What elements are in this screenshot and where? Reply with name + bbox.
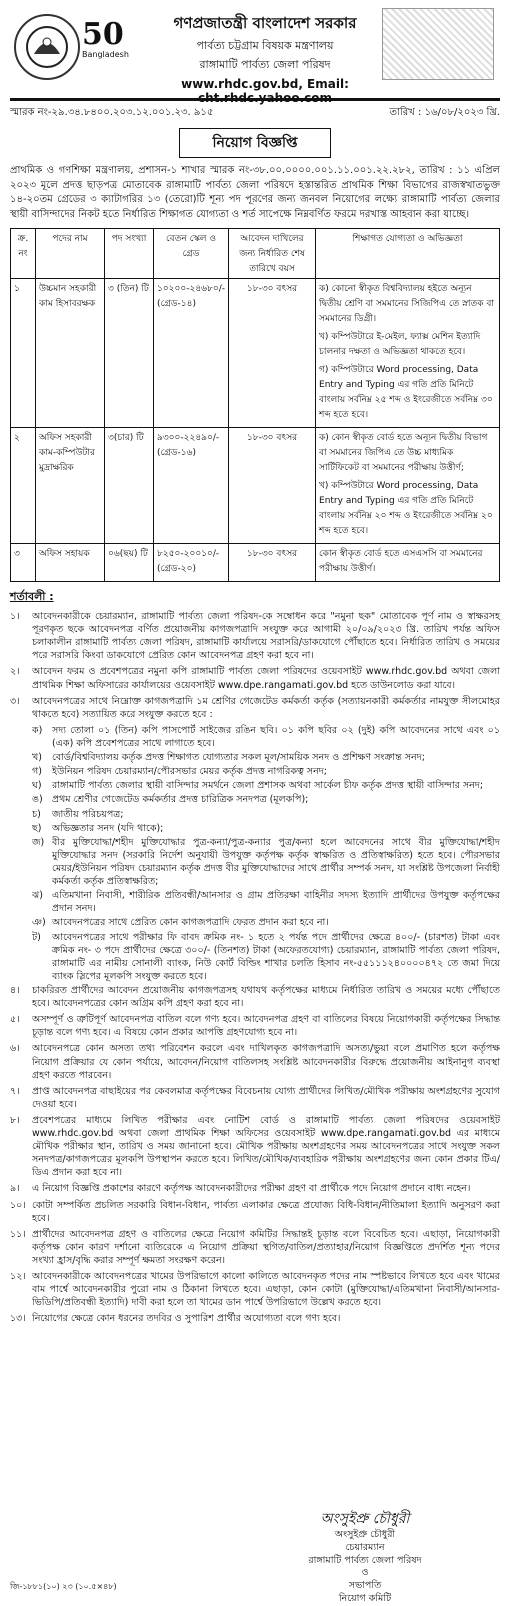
col-qualification: শিক্ষাগত যোগ্যতা ও অভিজ্ঞতা [316,229,500,279]
signer-and: ও [361,1567,369,1579]
cell-sl: ১ [11,279,36,428]
condition-text: এ নিয়োগ বিজ্ঞপ্তি প্রকাশের কারণে কর্তৃপক্ষ আবেদনকারীদের পরীক্ষা গ্রহণ বা প্রার্থীকে পদে নিয়োগ প্রদানে বাধ্য নহেন। [32,1183,471,1195]
condition-number: ১। [10,611,20,622]
cell-count: ৩(চার) টি [105,428,154,544]
col-scale: বেতন স্কেল ও গ্রেড [154,229,229,279]
condition-item [10,1182,500,1195]
cell-qualification [316,544,500,582]
subcondition-text: ইউনিয়ন পরিষদ চেয়ারম্যান/পৌরসভার মেয়র কর্তৃক প্রদত্ত নাগরিকত্ব সনদ; [52,766,327,778]
conditions-title: শর্তাবলী : [10,590,54,603]
condition-text: প্রার্থীদের আবেদনপত্র গ্রহণ ও বাতিলের ক্ষেত্রে নিয়োগ কমিটির সিদ্ধান্তই চূড়ান্ত বলে বিবেচিত হবে। এছাড়া, নিয়োগকারী কর্তৃপক্ষ কোন কারণ দর্শানো ব্যতিরেকে এ নিয়োগ প্রক্রিয়া স্থগিত/বাতিল/প্রত্যাহার/নিয়োগ বিজ্ঞপ্তিতে প্রদর্শিত শূন্য পদের সংখ্যা হ্রাস/বৃদ্ধি করার সম্পূর্ণ ক্ষমতা সংরক্ষণ করেন। [32,1228,500,1267]
condition-number: ৬। [10,1043,20,1055]
fifty-text: Bangladesh [82,50,129,59]
ministry-name: পার্বত্য চট্টগ্রাম বিষয়ক মন্ত্রণালয় [196,39,334,52]
condition-number: ১১। [10,1228,26,1240]
condition-text: আবেদনপত্রে কোন অসত্য তথ্য পরিবেশন করলে এবং দাখিলকৃত কাগজপত্রাদি অসত্য/ভুয়া বলে প্রমাণিত হলে কর্তৃপক্ষ নিয়োগ প্রক্রিয়ার যে কোন পর্যায়ে, আবেদন/নিয়োগ বাতিলসহ সংশ্লিষ্ট আবেদনকারীর বিরুদ্ধে প্রয়োজনীয় আইনানুগ ব্যবস্থা গ্রহণ করতে পারবেন। [32,1043,500,1081]
posts-table [10,228,500,582]
subcondition-item [32,793,500,806]
condition-number: ৪। [10,984,20,996]
qual-item: খ) কম্পিউটারে Word processing, Data Entry and Typing এর গতি প্রতি মিনিটে বাংলায় সর্বনিম্ন ২০ শব্দ ও ইংরেজীতে সর্বনিম্ন ২০ শব্দ হতে হবে। [319,481,493,536]
signer-role: চেয়ারম্যান [345,1541,385,1553]
condition-item [10,1114,500,1180]
subcondition-item [32,724,500,750]
col-post: পদের নাম [36,229,105,279]
notice-title: নিয়োগ বিজ্ঞপ্তি [179,128,331,158]
condition-text: চাকরিরত প্রার্থীদের আবেদন প্রয়োজনীয় কাগজপত্রসহ যথাযথ কর্তৃপক্ষের মাধ্যমে নির্ধারিত তারিখ ও সময়ের মধ্যে পৌঁছাতে হবে। আবেদনপত্রের কোন অগ্রিম কপি গ্রহণ করা হবে না। [32,984,500,1010]
qual-item: খ) কম্পিউটারে ই-মেইল, ফ্যাক্স মেশিন ইত্যাদি চালনার দক্ষতা ও অভিজ্ঞতা থাকতে হবে। [319,332,481,357]
subcondition-item [32,765,500,778]
condition-item [10,984,500,1010]
condition-item [10,665,500,691]
intro-paragraph: প্রাথমিক ও গণশিক্ষা মন্ত্রণালয়, প্রশাসন-১ শাখার স্মারক নং-৩৮.০০.০০০০.০০১.১১.০০১.২২.২৮২, তারিখ : ১১ এপ্রিল ২০২৩ মূলে প্রদত্ত ছাড়পত্র মোতাবেক রাঙ্গামাটি পার্বত্য জেলা পরিষদে হস্তান্তরিত প্রাথমিক শিক্ষা বিভাগের রাজস্বখাতভুক্ত ১৪-২০তম গ্রেডের ৩ ক্যাটাগরির ১৩ (তেরো)টি শূন্য পদ পূরণের জন্য জনবল নিয়োগের লক্ষ্যে রাঙ্গামাটি পার্বত্য জেলার স্থায়ী বাসিন্দাদের নিকট হতে নির্ধারিত শিক্ষাগত যোগ্যতা ও শর্ত সাপেক্ষে নিম্নবর্ণিত ফরমে দরখাস্ত আহবান করা যাচ্ছে। [10,165,500,220]
council-logo [14,14,80,80]
subcondition-text: রাঙ্গামাটি পার্বত্য জেলার স্থায়ী বাসিন্দার সমর্থনে জেলা প্রশাসক অথবা সার্কেল চীফ কর্তৃক প্রদত্ত স্থায়ী বাসিন্দার সনদ; [52,780,484,792]
condition-item [10,1312,500,1325]
condition-text: প্রবেশপত্রের মাধ্যমে লিখিত পরীক্ষার এবং নোটিশ বোর্ড ও রাঙ্গামাটি পার্বত্য জেলা পরিষদের ওয়েবসাইট www.rhdc.gov.bd অথবা জেলা প্রাথমিক শিক্ষা অফিসের ওয়েবসাইট www.dpe.rangamati.gov.bd এর মাধ্যমে মৌখিক পরীক্ষার স্থান, তারিখ ও সময় জানানো হবে। মৌখিক পরীক্ষায় অংশগ্রহণের সময় আবেদনপত্রের সাথে সংযুক্ত সকল সনদপত্র/কাগজপত্রের মূলকপি উপস্থাপন করতে হবে। লিখিত/মৌখিক/ব্যবহারিক পরীক্ষায় অংশগ্রহণের জন্য কোন প্রকার টিএ/ডিএ প্রদান করা হবে না। [32,1114,500,1179]
condition-item [10,1228,500,1267]
signer-role2: সভাপতি [348,1580,382,1592]
subcondition-key: খ) [32,752,42,764]
cell-post: অফিস সহকারী কাম-কম্পিউটার মুদ্রাক্ষরিক [36,428,105,544]
col-count: পদ সংখ্যা [105,229,154,279]
subcondition-text: এতিমখানা নিবাসী, শারীরিক প্রতিবন্ধী/আনসার ও গ্রাম প্রতিরক্ষা বাহিনীর সদস্য ইত্যাদি প্রার্থীদের উপযুক্ত কর্তৃপক্ষের প্রদান সনদ। [52,890,500,915]
condition-text: অসম্পূর্ণ ও ত্রুটিপূর্ণ আবেদনপত্র বাতিল বলে গণ্য হবে। আবেদনপত্র গ্রহণ বা বাতিলের বিষয়ে নিয়োগকারী কর্তৃপক্ষের সিদ্ধান্ত চূড়ান্ত বলে গণ্য হবে। এ বিষয়ে কোন প্রকার আপত্তি গ্রহণযোগ্য হবে না। [32,1014,500,1039]
signer-office: রাঙ্গামাটি পার্বত্য জেলা পরিষদ [308,1554,422,1566]
qual-item: ক) কোনো স্বীকৃত বিশ্ববিদ্যালয় হইতে অন্যূন দ্বিতীয় শ্রেণি বা সমমানের সিজিপিএ তে স্নাতক বা সমমানের ডিগ্রী। [319,284,494,324]
condition-text: প্রাপ্ত আবেদনপত্র বাছাইয়ের পর কেবলমাত্র কর্তৃপক্ষের বিবেচনায় যোগ্য প্রার্থীদের লিখিত/মৌখিক পরীক্ষায় অংশগ্রহণের সুযোগ দেওয়া হবে। [32,1085,500,1110]
condition-text: আবেদনকারীকে চেয়ারম্যান, রাঙ্গামাটি পার্বত্য জেলা পরিষদ-কে সম্বোধন করে "নমুনা ছক" মোতাবেক পূর্ণ নাম ও স্বাক্ষরসহ পূরণকৃত ছকে আবেদনপত্র বর্ণিত প্রয়োজনীয় কাগজপত্রাদি সংযুক্ত করে আগামী ২০/০৯/২০২৩ খ্রি. তারিখ পর্যন্ত অফিস চলাকালীন রাঙ্গামাটি পার্বত্য জেলা পরিষদ, রাঙ্গামাটি কার্যালয়ে সরাসরি/ডাকযোগে পৌঁছাতে হবে। নির্ধারিত তারিখ ও সময়ের পরে সরাসরি কিংবা ডাকযোগে প্রেরিত কোন আবেদনপত্র গ্রহণ করা হবে না। [32,611,500,662]
qual-item: ক) কোন স্বীকৃত বোর্ড হতে অন্যূন দ্বিতীয় বিভাগ বা সমমানের জিপিএ তে উচ্চ মাধ্যমিক সার্টিফিকেট বা সমমানের পরীক্ষায় উত্তীর্ণ; [319,433,488,473]
conditions-list [10,610,500,1326]
cell-sl: ৩ [11,544,36,582]
condition-number: ১৩। [10,1313,26,1325]
cell-scale: ৯৩০০-২২৪৯০/- (গ্রেড-১৬) [154,428,229,544]
subcondition-item [32,836,500,888]
subcondition-key: গ) [32,766,42,778]
condition-number: ৮। [10,1114,20,1126]
subcondition-item [32,779,500,792]
qual-item: গ) কম্পিউটারে Word processing, Data Entry and Typing এর গতি প্রতি মিনিটে বাংলায় সর্বনিম্ন ২৫ শব্দ ও ইংরেজীতে সর্বনিম্ন ৩০ শব্দ হতে হবে। [319,365,493,420]
subcondition-text: সদ্য তোলা ০১ (তিন) কপি পাসপোর্ট সাইজের রঙিন ছবি। ০১ কপি ছবির ০২ (দুই) কপি আবেদনের সাথে এবং ০১ (এক) কপি প্রবেশপত্রের সাথে লাগাতে হবে। [52,724,500,749]
condition-text: কোটা সম্পর্কিত প্রচলিত সরকারি বিধান-বিধান, পার্বত্য এলাকার ক্ষেত্রে প্রযোজ্য বিধি-বিধান/নীতিমালা ইত্যাদি অনুসরণ করা হবে। [32,1199,500,1224]
footer-code: জি-১৮৮১(১০) ২৩ (১০.৫×৪৮) [10,1582,117,1591]
condition-item [10,1085,500,1111]
subcondition-text: বীর মুক্তিযোদ্ধা/শহীদ মুক্তিযোদ্ধার পুত্র-কন্যা/পুত্র-কন্যার পুত্র/কন্যা হলে আবেদনের সাথে বীর মুক্তিযোদ্ধা/শহীদ মুক্তিযোদ্ধার সনদ (সরকারি নির্দেশ অনুযায়ী উপযুক্ত কর্তৃপক্ষ কর্তৃক স্বাক্ষরিত ও প্রতিস্বাক্ষরিত) হতে হবে। পৌরসভার মেয়র/ইউনিয়ন পরিষদ চেয়ারম্যান কর্তৃক প্রদত্ত বীর মুক্তিযোদ্ধাদের সাথে প্রার্থীর সম্পর্ক সনদ, যা সংশ্লিষ্ট উপজেলা নির্বাহী কর্মকর্তা কর্তৃক প্রতিস্বাক্ষরিত; [52,836,500,888]
condition-item [10,1013,500,1039]
subcondition-item [32,889,500,915]
condition-text: আবেদন ফরম ও প্রবেশপত্রের নমুনা কপি রাঙ্গামাটি পার্বত্য জেলা পরিষদের ওয়েবসাইট www.rhdc.gov.bd অথবা জেলা প্রাথমিক শিক্ষা অফিসারের কার্যালয়ের ওয়েবসাইট www.dpe.rangamati.gov.bd হতে ডাউনলোড করা যাবে। [32,666,500,691]
subcondition-item [32,751,500,764]
bangladesh-50-logo [82,18,140,70]
cell-qualification [316,279,500,428]
memo-ref: স্মারক নং-২৯.৩৪.৮৪০০.২০৩.১২.০০১.২৩. ৯১৫ [10,107,214,118]
subcondition-item [32,808,500,821]
cell-post: অফিস সহায়ক [36,544,105,582]
condition-item [10,1270,500,1309]
table-row [11,428,500,544]
subcondition-text: জাতীয় পরিচয়পত্র; [52,808,124,820]
memo-line [10,105,500,122]
table-row [11,544,500,582]
subcondition-item [32,916,500,929]
qual-item: কোন স্বীকৃত বোর্ড হতে এসএসসি বা সমমানের পরীক্ষায় উত্তীর্ণ। [319,549,483,574]
govt-name: গণপ্রজাতন্ত্রী বাংলাদেশ সরকার [173,14,357,32]
col-sl: ক্র. নং [11,229,36,279]
col-age: আবেদন দাখিলের জন্য নির্ধারিত শেষ তারিখে বয়স [229,229,316,279]
condition-number: ৭। [10,1085,20,1097]
cell-scale: ১০২০০-২৪৬৮০/- (গ্রেড-১৪) [154,279,229,428]
portrait-image [382,8,494,80]
signer-committee: নিয়োগ কমিটি [338,1592,392,1604]
subcondition-key: ছ) [32,822,42,834]
cell-qualification [316,428,500,544]
condition-number: ৩। [10,695,20,707]
fifty-number: 50 [82,17,124,52]
cell-scale: ৮২৫০-২০০১০/- (গ্রেড-২০) [154,544,229,582]
condition-item [10,1199,500,1225]
cell-age: ১৮-৩০ বৎসর [229,428,316,544]
subcondition-text: বোর্ড/বিশ্ববিদ্যালয় কর্তৃক প্রদত্ত শিক্ষাগত যোগ্যতার সকল মূল/সাময়িক সনদ ও প্রশিক্ষণ সংক্রান্ত সনদ; [52,752,425,764]
cell-age: ১৮-৩০ বৎসর [229,544,316,582]
table-row [11,279,500,428]
subcondition-key: ঞ) [32,917,46,929]
condition-number: ১০। [10,1199,26,1211]
subcondition-key: ট) [32,931,41,943]
subcondition-key: ঙ) [32,794,43,806]
condition-number: ৫। [10,1014,20,1026]
subcondition-key: জ) [32,836,45,848]
condition-item [10,1042,500,1081]
table-header-row [11,229,500,279]
subcondition-key: ঘ) [32,780,42,792]
header-text [150,12,380,105]
condition-number: ২। [10,666,20,678]
contact-line: www.rhdc.gov.bd, Email: cht.rhdc.yahoo.com [181,77,349,105]
council-name: রাঙ্গামাটি পার্বত্য জেলা পরিষদ [199,58,331,71]
subcondition-key: ক) [32,724,43,736]
cell-count: ০৬(ছয়) টি [105,544,154,582]
subcondition-key: চ) [32,808,41,820]
header [10,6,500,105]
memo-date: তারিখ : ১৬/০৮/২০২৩ খ্রি. [389,107,500,118]
subcondition-text: আবেদনপত্রের সাথে প্রেরিত কোন কাগজপত্রাদি ফেরত প্রদান করা হবে না। [52,917,329,929]
subcondition-key: ঝ) [32,890,43,902]
subcondition-text: আবেদনপত্রের সাথে পরীক্ষার ফি বাবদ ক্রমিক নং- ১ হতে ২ পর্যন্ত পদে প্রার্থীদের ক্ষেত্রে ৪০০/- (চারশত) টাকা এবং ক্রমিক নং- ৩ পদে প্রার্থীদের ক্ষেত্রে ৩০০/- (তিনশত) টাকা (অফেরতযোগ্য) চেয়ারম্যান, রাঙ্গামাটি পার্বত্য জেলা পরিষদ, রাঙ্গামাটি এর নামীয় সোনালী ব্যাংক, নিউ কোর্ট বিল্ডিং শাখার চলতি হিসাব নং-৫৫১১১২৪০০০০৪৭২ তে জমা দিয়ে ব্যাংক স্লিপের মূলকপি সংযুক্ত করতে হবে। [52,931,500,982]
cell-age: ১৮-৩০ বৎসর [229,279,316,428]
condition-number: ৯। [10,1183,20,1195]
condition-item [10,695,500,721]
condition-text: নিয়োগের ক্ষেত্রে কোন ধরনের তদবির ও সুপারিশ প্রার্থীর অযোগ্যতা বলে গণ্য হবে। [32,1313,341,1325]
cell-count: ৩ (তিন) টি [105,279,154,428]
condition-text: আবেদনকারীকে আবেদনপত্রের খামের উপরিভাগে কালো কালিতে আবেদনকৃত পদের নাম স্পষ্টভাবে লিখতে হবে এবং খামের বাম পার্শ্বে আবেদনকারীর পুরো নাম ও ঠিকানা লিখতে হবে। এছাড়া, কোন কোটা (মুক্তিযোদ্ধা/এতিমখানা নিবাসী/আনসার-ভিডিপি/প্রতিবন্ধী ইত্যাদি) দাবী করা হলে তা খামের ডান পার্শ্বে উপরিভাগে উল্লেখ করতে হবে। [32,1271,500,1309]
cell-sl: ২ [11,428,36,544]
subcondition-text: অভিজ্ঞতার সনদ (যদি থাকে); [52,822,164,834]
condition-number: ১২। [10,1271,26,1283]
condition-item [10,610,500,662]
subcondition-item [32,822,500,835]
signer-name: অংসুইপ্রু চৌধুরী [334,1528,396,1540]
cell-post: উচ্চমান সহকারী কাম হিসাবরক্ষক [36,279,105,428]
subcondition-text: প্রথম শ্রেণীর গেজেটেড কর্মকর্তার প্রদত্ত চারিত্রিক সনদপত্র (মূলকপি); [52,794,309,806]
signature-scrawl: অংসুইপ্রু চৌধুরী [320,1511,410,1527]
condition-text: আবেদনপত্রের সাথে নিম্নোক্ত কাগজপত্রাদি ১ম শ্রেণির গেজেটেড কর্মকর্তা কর্তৃক (সত্যায়নকারী কর্মকর্তার নামযুক্ত সীলমোহর থাকতে হবে) সত্যায়িত করে সংযুক্ত করতে হবে : [32,695,500,720]
subcondition-item [32,931,500,983]
signature-block [290,1510,440,1606]
